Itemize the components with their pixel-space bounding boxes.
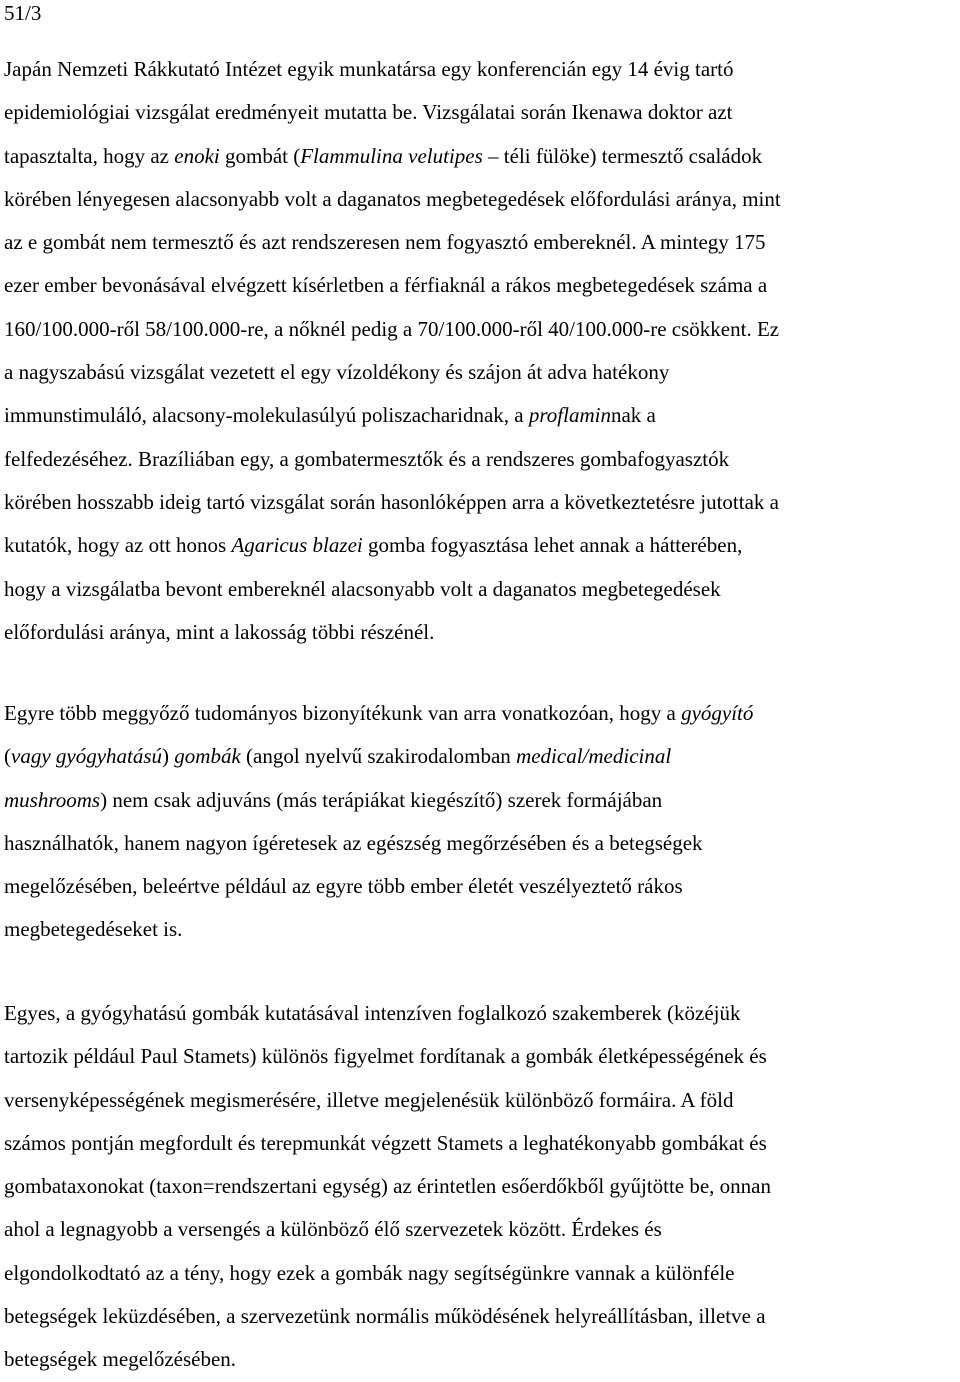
text-run: – téli fülöke) termesztő családok [482, 143, 763, 168]
text-run: betegségek leküzdésében, a szervezetünk normális működésének helyreállításban, illetve a [4, 1304, 766, 1329]
text-line [4, 1295, 960, 1338]
text-run: elgondolkodtató az a tény, hogy ezek a gombák nagy segítségünkre vannak a különféle [4, 1260, 735, 1285]
text-run: kutatók, hogy az ott honos [4, 533, 232, 558]
text-line [4, 394, 960, 437]
text-line [4, 264, 960, 307]
italic-text: gyógyító [681, 701, 754, 725]
text-run: gombataxonokat (taxon=rendszertani egység) az érintetlen esőerdőkből gyűjtötte be, onnan [4, 1174, 772, 1199]
page-number: 51/3 [4, 1, 42, 25]
text-line [4, 1252, 960, 1295]
text-run: ezer ember bevonásával elvégzett kísérletben a férfiaknál a rákos megbetegedések száma a [4, 273, 768, 298]
text-line [4, 481, 960, 524]
text-run: ) nem csak adjuváns (más terápiákat kiegészítő) szerek formájában [100, 787, 663, 812]
text-run: megbetegedéseket is. [4, 917, 183, 942]
text-run: megelőzésében, beleértve például az egyre több ember életét veszélyeztető rákos [4, 874, 683, 899]
text-line [4, 1079, 960, 1122]
text-line [4, 822, 960, 865]
text-run: epidemiológiai vizsgálat eredményeit mutatta be. Vizsgálatai során Ikenawa doktor azt [4, 100, 733, 125]
text-line [4, 568, 960, 611]
text-run: körében hosszabb ideig tartó vizsgálat során hasonlóképpen arra a következtetésre jutottak a [4, 489, 779, 514]
text-run: ahol a legnagyobb a versengés a különböző élő szervezetek között. Érdekes és [4, 1217, 662, 1242]
text-line [4, 1338, 960, 1381]
text-line [4, 992, 960, 1035]
text-line [4, 524, 960, 567]
italic-text: Flammulina velutipes [300, 143, 483, 168]
text-line [4, 135, 960, 178]
text-line [4, 908, 960, 951]
text-run: Egyre több meggyőző tudományos bizonyítékunk van arra vonatkozóan, hogy a [4, 701, 682, 725]
text-run: hogy a vizsgálatba bevont embereknél alacsonyabb volt a daganatos megbetegedések [4, 576, 721, 601]
text-line [4, 308, 960, 351]
text-line [4, 1035, 960, 1078]
text-line [4, 438, 960, 481]
text-line [4, 1122, 960, 1165]
italic-text: medical/medicinal [516, 744, 672, 769]
text-run: ) [162, 744, 175, 769]
text-run: gombát ( [219, 143, 301, 168]
text-run: tapasztalta, hogy az [4, 143, 175, 168]
italic-text: Agaricus blazei [231, 533, 363, 558]
text-run: felfedezéséhez. Brazíliában egy, a gombatermesztők és a rendszeres gombafogyasztók [4, 446, 730, 471]
text-line [4, 611, 960, 654]
text-line [4, 779, 960, 822]
text-line [4, 692, 960, 735]
text-line [4, 865, 960, 908]
italic-text: mushrooms [4, 787, 101, 812]
text-run: tartozik például Paul Stamets) különös figyelmet fordítanak a gombák életképességének és [4, 1044, 767, 1069]
text-run: Japán Nemzeti Rákkutató Intézet egyik munkatársa egy konferencián egy 14 évig tartó [4, 57, 734, 81]
text-line [4, 735, 960, 778]
text-run: betegségek megelőzésében. [4, 1347, 237, 1372]
paragraph-cancer-study [4, 48, 960, 654]
text-run: a nagyszabású vizsgálat vezetett el egy vízoldékony és szájon át adva hatékony [4, 360, 670, 385]
italic-text: gombák [174, 744, 241, 769]
italic-text: proflamin [528, 403, 611, 428]
text-run: számos pontján megfordult és terepmunkát végzett Stamets a leghatékonyabb gombákat és [4, 1130, 767, 1155]
italic-text: enoki [174, 143, 220, 168]
text-run: immunstimuláló, alacsony-molekulasúlyú poliszacharidnak, a [4, 403, 529, 428]
text-run: versenyképességének megismerésére, illetve megjelenésük különböző formáira. A föld [4, 1087, 734, 1112]
text-run: előfordulási aránya, mint a lakosság többi részénél. [4, 619, 435, 644]
text-run: használhatók, hanem nagyon ígéretesek az egészség megőrzésében és a betegségek [4, 830, 703, 855]
text-line [4, 178, 960, 221]
text-run: körében lényegesen alacsonyabb volt a daganatos megbetegedések előfordulási aránya, mint [4, 186, 781, 211]
text-line [4, 48, 960, 91]
text-run: (angol nyelvű szakirodalomban [240, 744, 517, 769]
text-run: az e gombát nem termesztő és azt rendszeresen nem fogyasztó embereknél. A mintegy 175 [4, 230, 766, 255]
paragraph-stamets-research [4, 992, 960, 1382]
paragraph-medicinal-mushrooms [4, 692, 960, 952]
italic-text: vagy gyógyhatású [11, 744, 163, 769]
text-line [4, 1208, 960, 1251]
text-run: gomba fogyasztása lehet annak a hátterében, [362, 533, 743, 558]
text-run: ( [4, 744, 11, 769]
text-line [4, 1165, 960, 1208]
text-line [4, 221, 960, 264]
text-line [4, 351, 960, 394]
text-run: Egyes, a gyógyhatású gombák kutatásával intenzíven foglalkozó szakemberek (közéjük [4, 1001, 741, 1025]
text-run: 160/100.000-ről 58/100.000-re, a nőknél pedig a 70/100.000-ről 40/100.000-re csökkent. Ez [4, 316, 780, 341]
text-line [4, 91, 960, 134]
text-run: nak a [610, 403, 656, 428]
